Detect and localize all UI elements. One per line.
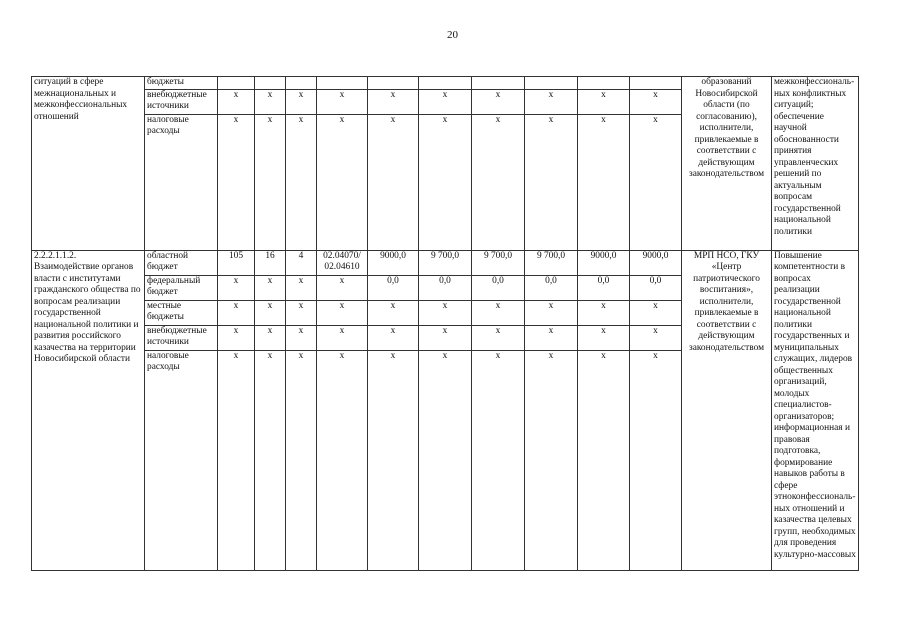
value-cell <box>525 77 578 90</box>
value-cell <box>472 77 525 90</box>
value-cell: x <box>525 114 578 250</box>
value-cell: x <box>255 114 286 250</box>
value-cell: x <box>317 325 368 350</box>
funding-source-cell: налоговые расходы <box>145 350 218 570</box>
value-cell: x <box>578 350 630 570</box>
value-cell: x <box>317 300 368 325</box>
table-row <box>32 250 872 275</box>
value-cell: 4 <box>286 250 317 275</box>
funding-source-cell: бюджеты <box>145 77 218 90</box>
value-cell: 02.04070/ 02.04610 <box>317 250 368 275</box>
value-cell: x <box>630 300 682 325</box>
value-cell: x <box>317 89 368 114</box>
value-cell: 105 <box>218 250 255 275</box>
value-cell: x <box>368 325 419 350</box>
value-cell: x <box>472 325 525 350</box>
value-cell: 16 <box>255 250 286 275</box>
value-cell: 0,0 <box>472 275 525 300</box>
value-cell: 9 700,0 <box>472 250 525 275</box>
value-cell: x <box>578 325 630 350</box>
value-cell: x <box>218 300 255 325</box>
value-cell: 9 700,0 <box>525 250 578 275</box>
value-cell: x <box>368 300 419 325</box>
value-cell: x <box>630 114 682 250</box>
funding-source-cell: налоговые расходы <box>145 114 218 250</box>
value-cell: x <box>578 300 630 325</box>
activity-name-cell: ситуаций в сфере межнациональных и межконфессиональных отношений <box>32 77 145 251</box>
value-cell <box>317 77 368 90</box>
value-cell: x <box>419 114 472 250</box>
value-cell: x <box>578 89 630 114</box>
funding-source-cell: внебюджетные источники <box>145 89 218 114</box>
value-cell: 9000,0 <box>368 250 419 275</box>
value-cell: x <box>472 89 525 114</box>
value-cell: x <box>472 114 525 250</box>
value-cell: x <box>419 300 472 325</box>
table-row <box>32 77 872 90</box>
value-cell: x <box>317 114 368 250</box>
value-cell: 0,0 <box>368 275 419 300</box>
value-cell: 0,0 <box>525 275 578 300</box>
value-cell: x <box>218 325 255 350</box>
value-cell: x <box>525 300 578 325</box>
value-cell: x <box>630 325 682 350</box>
funding-source-cell: внебюджетные источники <box>145 325 218 350</box>
value-cell <box>286 77 317 90</box>
value-cell: x <box>218 89 255 114</box>
value-cell: x <box>525 89 578 114</box>
value-cell: x <box>630 89 682 114</box>
value-cell: x <box>286 89 317 114</box>
value-cell: x <box>368 114 419 250</box>
value-cell: x <box>218 114 255 250</box>
value-cell: 0,0 <box>578 275 630 300</box>
value-cell: 0,0 <box>630 275 682 300</box>
value-cell <box>419 77 472 90</box>
value-cell: x <box>368 89 419 114</box>
value-cell <box>368 77 419 90</box>
value-cell: x <box>525 350 578 570</box>
value-cell <box>255 77 286 90</box>
value-cell: x <box>317 350 368 570</box>
value-cell: x <box>630 350 682 570</box>
value-cell: x <box>255 300 286 325</box>
value-cell: x <box>286 325 317 350</box>
value-cell: x <box>218 350 255 570</box>
value-cell: x <box>317 275 368 300</box>
value-cell: x <box>255 325 286 350</box>
value-cell: x <box>419 325 472 350</box>
value-cell: x <box>255 89 286 114</box>
value-cell <box>630 77 682 90</box>
value-cell: x <box>419 89 472 114</box>
funding-source-cell: федеральный бюджет <box>145 275 218 300</box>
result-cell: Повышение компетентности в вопросах реализации государственной национальной политики государственных и муниципальных служащих, лидеров общественных организаций, молодых специалистов-организаторов; информационная и правовая подготовка, формирование навыков работы в сфере этноконфессиональ-ных отношений и казачества целевых групп, необходимых для проведения культурно-массовых <box>772 250 859 570</box>
funding-source-cell: областной бюджет <box>145 250 218 275</box>
program-activities-table <box>31 76 872 571</box>
value-cell: x <box>286 350 317 570</box>
value-cell: x <box>472 300 525 325</box>
value-cell: x <box>286 300 317 325</box>
activity-name-cell: 2.2.2.1.1.2. Взаимодействие органов власти с институтами гражданского общества по вопросам реализации государственной национальной политики и развития российского казачества на территории Новосибирской области <box>32 250 145 570</box>
value-cell: x <box>255 275 286 300</box>
value-cell: x <box>419 350 472 570</box>
page-number: 20 <box>447 29 458 41</box>
funding-source-cell: местные бюджеты <box>145 300 218 325</box>
value-cell: 9000,0 <box>630 250 682 275</box>
value-cell: x <box>255 350 286 570</box>
value-cell: x <box>218 275 255 300</box>
result-cell: межконфессиональ-ных конфликтных ситуаций; обеспечение научной обоснованности принятия управленческих решений по актуальным вопросам государственной национальной политики <box>772 77 859 251</box>
executor-cell: МРП НСО, ГКУ «Центр патриотического воспитания», исполнители, привлекаемые в соответствии с действующим законодательством <box>682 250 772 570</box>
value-cell: 9 700,0 <box>419 250 472 275</box>
value-cell: x <box>472 350 525 570</box>
value-cell: x <box>525 325 578 350</box>
value-cell <box>578 77 630 90</box>
value-cell: x <box>286 275 317 300</box>
value-cell: 0,0 <box>419 275 472 300</box>
executor-cell: образований Новосибирской области (по согласованию), исполнители, привлекаемые в соответствии с действующим законодательством <box>682 77 772 251</box>
value-cell: x <box>286 114 317 250</box>
value-cell: 9000,0 <box>578 250 630 275</box>
value-cell <box>218 77 255 90</box>
value-cell: x <box>578 114 630 250</box>
value-cell: x <box>368 350 419 570</box>
